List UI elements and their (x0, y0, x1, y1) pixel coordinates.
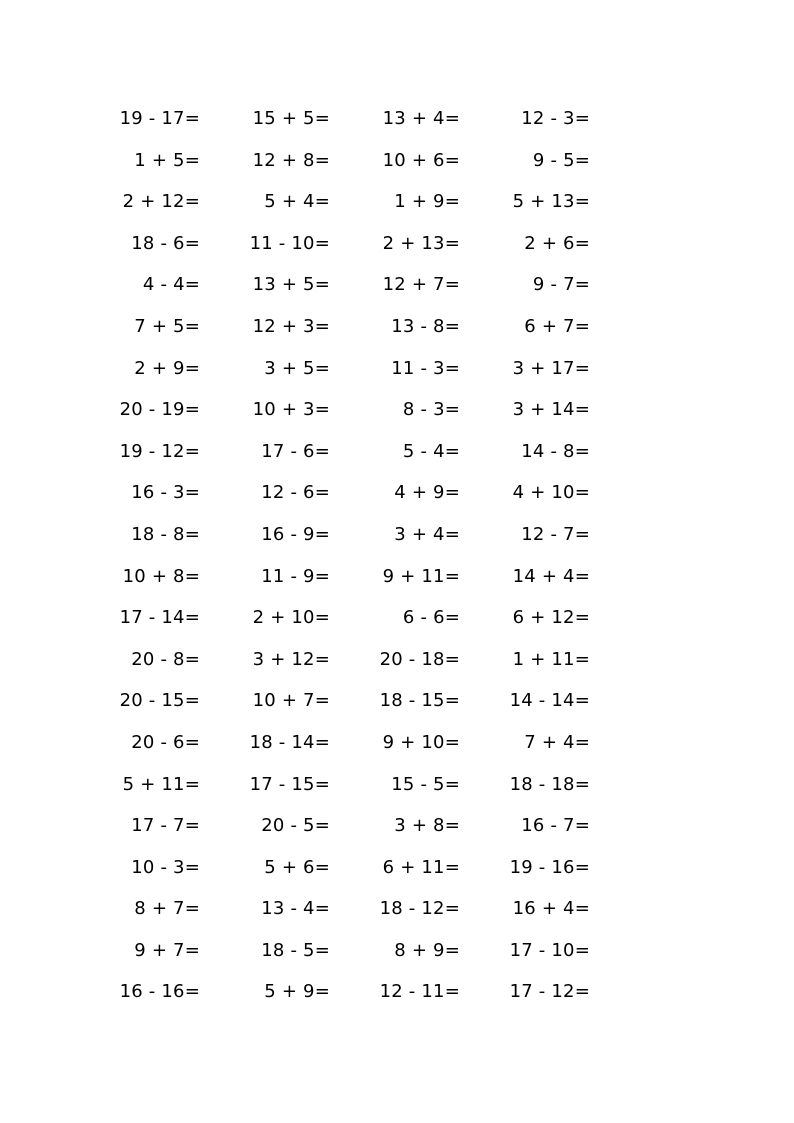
equation: 4 + 10= (512, 482, 590, 504)
equation: 5 + 6= (264, 856, 330, 878)
equation: 16 - 7= (521, 815, 590, 837)
equation: 20 - 8= (131, 648, 200, 670)
equation: 3 + 14= (512, 399, 590, 421)
equation: 17 - 15= (249, 773, 330, 795)
equation: 13 - 4= (261, 898, 330, 920)
equation: 17 - 12= (509, 981, 590, 1003)
equation: 16 - 16= (119, 981, 200, 1003)
equation-row (100, 972, 620, 1014)
equation: 1 + 9= (394, 191, 460, 213)
equation: 9 + 11= (382, 565, 460, 587)
equation: 16 - 9= (261, 523, 330, 545)
equation-row (100, 765, 620, 807)
equation-row (100, 640, 620, 682)
equation: 5 + 11= (122, 773, 200, 795)
equation: 6 + 7= (524, 315, 590, 337)
equation-row (100, 515, 620, 557)
equation: 17 - 6= (261, 440, 330, 462)
equation: 10 + 7= (252, 690, 330, 712)
equation: 18 - 12= (379, 898, 460, 920)
equation: 2 + 12= (122, 191, 200, 213)
worksheet (100, 99, 620, 1014)
equation: 3 + 17= (512, 357, 590, 379)
equation: 3 + 8= (394, 815, 460, 837)
equation: 20 - 5= (261, 815, 330, 837)
equation: 16 - 3= (131, 482, 200, 504)
equation: 6 + 12= (512, 607, 590, 629)
equation: 18 - 6= (131, 232, 200, 254)
equation: 10 + 3= (252, 399, 330, 421)
equation: 19 - 17= (119, 108, 200, 129)
equation: 12 + 3= (252, 315, 330, 337)
equation: 17 - 14= (119, 607, 200, 629)
equation-row (100, 598, 620, 640)
equation: 10 + 8= (122, 565, 200, 587)
equation: 2 + 9= (134, 357, 200, 379)
equation: 3 + 4= (394, 523, 460, 545)
equation: 19 - 12= (119, 440, 200, 462)
equation: 17 - 7= (131, 815, 200, 837)
equation: 5 + 9= (264, 981, 330, 1003)
equation: 12 - 3= (521, 108, 590, 129)
equation: 16 + 4= (512, 898, 590, 920)
equation: 8 + 9= (394, 939, 460, 961)
equation: 9 + 10= (382, 731, 460, 753)
equation: 14 - 8= (521, 440, 590, 462)
equation-row (100, 473, 620, 515)
equation-row (100, 141, 620, 183)
equation: 20 - 19= (119, 399, 200, 421)
equation: 3 + 12= (252, 648, 330, 670)
equation: 12 - 11= (379, 981, 460, 1003)
equation-row (100, 390, 620, 432)
equation: 1 + 11= (512, 648, 590, 670)
equation-row (100, 182, 620, 224)
equation-row (100, 265, 620, 307)
equation: 15 - 5= (391, 773, 460, 795)
equation: 14 + 4= (512, 565, 590, 587)
equation: 3 + 5= (264, 357, 330, 379)
equation: 2 + 10= (252, 607, 330, 629)
equation: 4 + 9= (394, 482, 460, 504)
equation: 18 - 14= (249, 731, 330, 753)
equation: 5 + 4= (264, 191, 330, 213)
equation: 20 - 18= (379, 648, 460, 670)
equation: 5 + 13= (512, 191, 590, 213)
equation: 7 + 5= (134, 315, 200, 337)
equation: 18 - 18= (509, 773, 590, 795)
equation: 5 - 4= (402, 440, 460, 462)
equation: 12 - 7= (521, 523, 590, 545)
equation: 20 - 6= (131, 731, 200, 753)
equation: 20 - 15= (119, 690, 200, 712)
equation: 11 - 9= (261, 565, 330, 587)
equation-row (100, 848, 620, 890)
equation: 9 - 5= (532, 149, 590, 171)
equation: 18 - 15= (379, 690, 460, 712)
equation-row (100, 681, 620, 723)
equation-row (100, 723, 620, 765)
equation-row (100, 224, 620, 266)
equation: 1 + 5= (134, 149, 200, 171)
equation: 8 - 3= (402, 399, 460, 421)
equation-row (100, 99, 620, 141)
equation-row (100, 557, 620, 599)
equation: 9 + 7= (134, 939, 200, 961)
equation: 18 - 8= (131, 523, 200, 545)
equation: 10 + 6= (382, 149, 460, 171)
equation: 8 + 7= (134, 898, 200, 920)
equation: 14 - 14= (509, 690, 590, 712)
equation: 2 + 6= (524, 232, 590, 254)
equation-row (100, 931, 620, 973)
equation-row (100, 806, 620, 848)
equation: 12 + 8= (252, 149, 330, 171)
equation-row (100, 432, 620, 474)
equation: 2 + 13= (382, 232, 460, 254)
equation: 13 + 5= (252, 274, 330, 296)
equation: 11 - 3= (391, 357, 460, 379)
equation: 7 + 4= (524, 731, 590, 753)
equation: 12 - 6= (261, 482, 330, 504)
equation: 9 - 7= (532, 274, 590, 296)
equation: 4 - 4= (142, 274, 200, 296)
equation-row (100, 889, 620, 931)
equation: 12 + 7= (382, 274, 460, 296)
equation: 6 + 11= (382, 856, 460, 878)
equation: 18 - 5= (261, 939, 330, 961)
equation-row (100, 349, 620, 391)
equation: 17 - 10= (509, 939, 590, 961)
equation-row (100, 307, 620, 349)
equation: 10 - 3= (131, 856, 200, 878)
equation: 19 - 16= (509, 856, 590, 878)
equation: 15 + 5= (252, 108, 330, 129)
equation: 13 - 8= (391, 315, 460, 337)
equation: 11 - 10= (249, 232, 330, 254)
equation: 13 + 4= (382, 108, 460, 129)
equation: 6 - 6= (402, 607, 460, 629)
